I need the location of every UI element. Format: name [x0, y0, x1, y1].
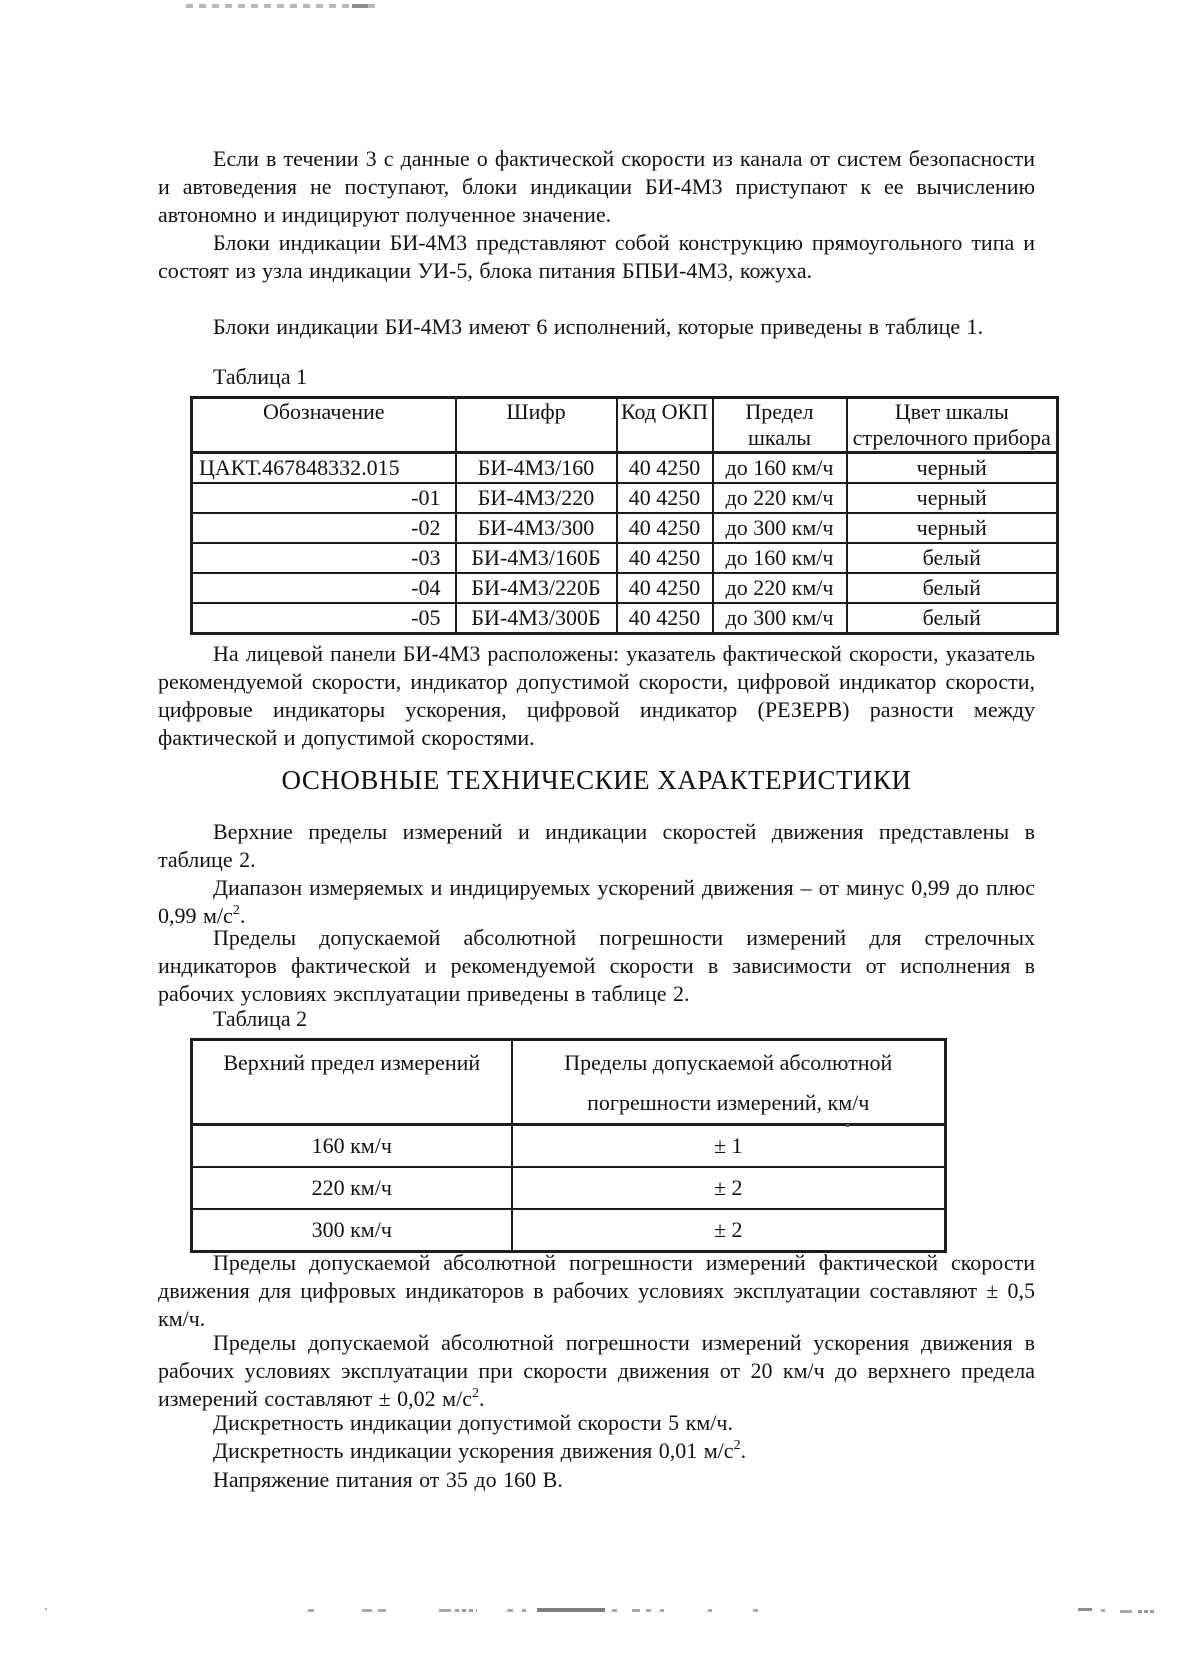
table1-cell-cipher: БИ-4М3/220Б — [456, 573, 617, 603]
table2-row — [192, 1125, 946, 1168]
table1-cell-designation: -01 — [192, 483, 456, 513]
table2-row — [192, 1167, 946, 1209]
table1-cell-cipher: БИ-4М3/220 — [456, 483, 617, 513]
table1-row — [192, 483, 1058, 513]
paragraph-front-panel: На лицевой панели БИ-4М3 расположены: указатель фактической скорости, указатель рекомендуемой скорости, индикатор допустимой скорости, цифровой индикатор скорости, цифровые индикаторы ускорения, цифровой индикатор (РЕЗЕРВ) разности между фактической и допустимой скоростями. — [158, 641, 1035, 750]
table1-cell-color: белый — [847, 573, 1058, 603]
scan-artifact-top-dash — [352, 4, 368, 8]
table2-cell-error: ± 2 — [512, 1167, 946, 1209]
table1-row — [192, 513, 1058, 543]
table2-cell-error: ± 2 — [512, 1209, 946, 1252]
discrete-accel-period: . — [740, 1438, 747, 1463]
accel-error-text: Пределы допускаемой абсолютной погрешности измерений ускорения движения в рабочих условиях эксплуатации при скорости движения от 20 км/ч до верхнего предела измерений составляют ± 0,02 м/с — [158, 1330, 1035, 1411]
discrete-accel-text: Дискретность индикации ускорения движения 0,01 м/с — [213, 1438, 734, 1463]
table1-row — [192, 603, 1058, 634]
scan-artifact-dot — [846, 1124, 849, 1127]
table1-cell-designation: -02 — [192, 513, 456, 543]
table1-row — [192, 543, 1058, 573]
paragraph-digital-error: Пределы допускаемой абсолютной погрешности измерений фактической скорости движения для цифровых индикаторов в рабочих условиях эксплуатации составляют ± 0,5 км/ч. — [158, 1250, 1035, 1331]
paragraph-accel-error — [158, 1329, 1035, 1413]
accel-error-superscript: 2 — [471, 1386, 479, 1401]
scan-artifact-top-row — [186, 4, 378, 8]
table2-cell-error: ± 1 — [512, 1125, 946, 1168]
table2-header-upper-limit: Верхний предел измерений — [192, 1040, 512, 1125]
table1-header-row — [192, 398, 1058, 453]
table1-cell-limit: до 220 км/ч — [713, 483, 847, 513]
discrete-accel-superscript: 2 — [733, 1438, 741, 1453]
table1-cell-color: черный — [847, 483, 1058, 513]
table1-cell-cipher: БИ-4М3/160 — [456, 453, 617, 484]
table1-cell-designation: ЦАКТ.467848332.015 — [192, 453, 456, 484]
table2-caption: Таблица 2 — [213, 1006, 308, 1031]
table1-cell-okp: 40 4250 — [617, 483, 713, 513]
table1-caption: Таблица 1 — [213, 364, 308, 389]
paragraph-six-versions: Блоки индикации БИ-4М3 имеют 6 исполнений, которые приведены в таблице 1. — [213, 314, 984, 339]
table1-cell-limit: до 220 км/ч — [713, 573, 847, 603]
table1-cell-designation: -03 — [192, 543, 456, 573]
table1-cell-limit: до 160 км/ч — [713, 543, 847, 573]
table1-cell-limit: до 300 км/ч — [713, 603, 847, 634]
table1-cell-okp: 40 4250 — [617, 513, 713, 543]
table1-cell-designation: -05 — [192, 603, 456, 634]
table1-header-scale-color: Цвет шкалы стрелочного прибора — [847, 398, 1058, 453]
table1-header-cipher: Шифр — [456, 398, 617, 453]
paragraph-upper-limits: Верхние пределы измерений и индикации скоростей движения представлены в таблице 2. — [158, 819, 1035, 872]
table2-cell-limit: 220 км/ч — [192, 1167, 512, 1209]
table1-cell-cipher: БИ-4М3/300 — [456, 513, 617, 543]
paragraph-error-limits: Пределы допускаемой абсолютной погрешности измерений для стрелочных индикаторов фактической и рекомендуемой скорости в зависимости от исполнения в рабочих условиях эксплуатации приведены в таблице 2. — [158, 925, 1035, 1006]
table1-cell-okp: 40 4250 — [617, 543, 713, 573]
table1-cell-cipher: БИ-4М3/300Б — [456, 603, 617, 634]
table1 — [190, 396, 1059, 635]
table1-cell-color: белый — [847, 543, 1058, 573]
table1-cell-cipher: БИ-4М3/160Б — [456, 543, 617, 573]
accel-error-period: . — [478, 1386, 485, 1411]
table2-row — [192, 1209, 946, 1252]
table1-cell-color: черный — [847, 453, 1058, 484]
paragraph-accel-range — [158, 874, 1035, 930]
paragraph-discrete-speed: Дискретность индикации допустимой скорости 5 км/ч. — [213, 1410, 733, 1435]
table2-header-row — [192, 1040, 946, 1125]
table1-header-designation: Обозначение — [192, 398, 456, 453]
table1-cell-okp: 40 4250 — [617, 603, 713, 634]
table2 — [190, 1038, 947, 1253]
table2-cell-limit: 160 км/ч — [192, 1125, 512, 1168]
table1-row — [192, 573, 1058, 603]
paragraph-discrete-accel — [158, 1437, 1035, 1465]
paragraph-voltage: Напряжение питания от 35 до 160 В. — [213, 1467, 563, 1492]
accel-range-text: Диапазон измеряемых и индицируемых ускорений движения – от минус 0,99 до плюс 0,99 м/с — [158, 875, 1035, 928]
table1-cell-okp: 40 4250 — [617, 573, 713, 603]
paragraph-construction: Блоки индикации БИ-4М3 представляют собой конструкцию прямоугольного типа и состоят из узла индикации УИ-5, блока питания БПБИ-4М3, кожуха. — [158, 230, 1035, 283]
accel-range-period: . — [239, 903, 246, 928]
table1-cell-designation: -04 — [192, 573, 456, 603]
table1-cell-okp: 40 4250 — [617, 453, 713, 484]
table1-header-scale-limit: Предел шкалы — [713, 398, 847, 453]
table1-cell-color: белый — [847, 603, 1058, 634]
table1-cell-color: черный — [847, 513, 1058, 543]
section-heading-main-specs: ОСНОВНЫЕ ТЕХНИЧЕСКИЕ ХАРАКТЕРИСТИКИ — [281, 765, 912, 795]
paragraph-autonomous-speed: Если в течении 3 с данные о фактической скорости из канала от систем безопасности и автоведения не поступают, блоки индикации БИ-4М3 приступают к ее вычислению автономно и индицируют полученное значение. — [158, 146, 1035, 227]
table1-cell-limit: до 160 км/ч — [713, 453, 847, 484]
table2-cell-limit: 300 км/ч — [192, 1209, 512, 1252]
accel-range-superscript: 2 — [232, 903, 240, 918]
table1-header-okp-code: Код ОКП — [617, 398, 713, 453]
table1-cell-limit: до 300 км/ч — [713, 513, 847, 543]
table1-row — [192, 453, 1058, 484]
table2-header-error-limit: Пределы допускаемой абсолютной погрешности измерений, км/ч — [512, 1040, 946, 1125]
